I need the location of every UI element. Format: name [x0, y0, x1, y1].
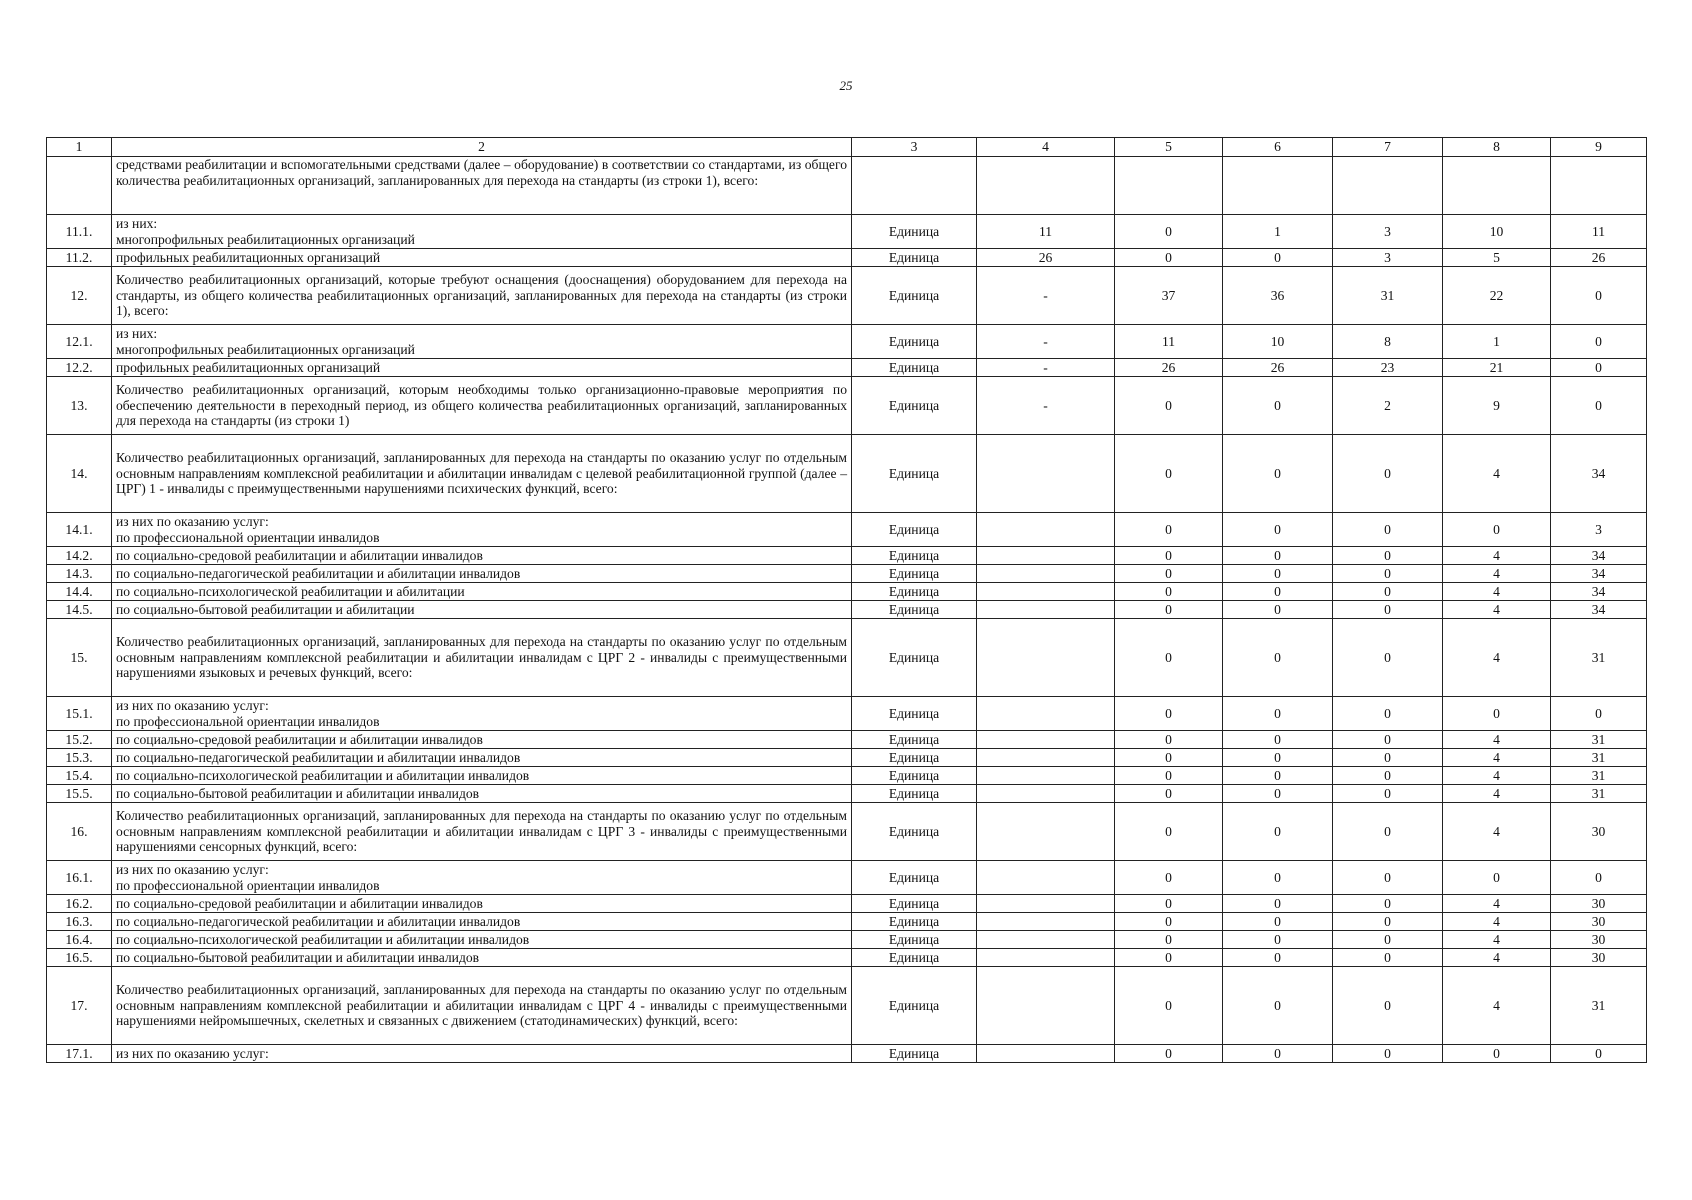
value-cell: [977, 731, 1115, 749]
table-row: [47, 697, 1647, 731]
row-number: 16.5.: [47, 949, 112, 967]
indicator-name: из них по оказанию услуг: по профессиональной ориентации инвалидов: [112, 513, 852, 547]
value-cell: 23: [1333, 359, 1443, 377]
row-number: 16.2.: [47, 895, 112, 913]
value-cell: 0: [1115, 785, 1223, 803]
value-cell: 0: [1443, 1045, 1551, 1063]
value-cell: 4: [1443, 931, 1551, 949]
value-cell: 0: [1223, 619, 1333, 697]
indicator-name: по социально-педагогической реабилитации и абилитации инвалидов: [112, 749, 852, 767]
row-number: 14.2.: [47, 547, 112, 565]
row-number: 15.: [47, 619, 112, 697]
indicator-name: по социально-педагогической реабилитации и абилитации инвалидов: [112, 913, 852, 931]
unit-of-measure: Единица: [852, 513, 977, 547]
value-cell: 0: [1223, 731, 1333, 749]
value-cell: 0: [1551, 359, 1647, 377]
unit-of-measure: Единица: [852, 435, 977, 513]
value-cell: 0: [1551, 377, 1647, 435]
unit-of-measure: Единица: [852, 1045, 977, 1063]
value-cell: 0: [1115, 967, 1223, 1045]
value-cell: 0: [1115, 803, 1223, 861]
value-cell: 10: [1223, 325, 1333, 359]
indicator-name: по социально-бытовой реабилитации и абилитации инвалидов: [112, 949, 852, 967]
value-cell: 4: [1443, 583, 1551, 601]
value-cell: [977, 861, 1115, 895]
value-cell: 4: [1443, 749, 1551, 767]
value-cell: 4: [1443, 601, 1551, 619]
unit-of-measure: Единица: [852, 895, 977, 913]
column-number-header: [47, 138, 1647, 157]
value-cell: 4: [1443, 913, 1551, 931]
indicator-name: по социально-средовой реабилитации и абилитации инвалидов: [112, 547, 852, 565]
value-cell: 31: [1551, 767, 1647, 785]
unit-of-measure: Единица: [852, 547, 977, 565]
value-cell: 0: [1551, 1045, 1647, 1063]
value-cell: 4: [1443, 619, 1551, 697]
row-number: 16.4.: [47, 931, 112, 949]
value-cell: 0: [1223, 697, 1333, 731]
indicator-name: Количество реабилитационных организаций, запланированных для перехода на стандарты по оказанию услуг по отдельным основным направлениям комплексной реабилитации и абилитации инвалидам с ЦРГ 4 - инвалиды с преимущественными нарушениями нейромышечных, скелетных и связанных с движением (статодинамических) функций, всего:: [112, 967, 852, 1045]
indicator-name: по социально-средовой реабилитации и абилитации инвалидов: [112, 731, 852, 749]
unit-of-measure: Единица: [852, 215, 977, 249]
value-cell: 0: [1115, 547, 1223, 565]
row-number: 14.4.: [47, 583, 112, 601]
indicator-name: из них: многопрофильных реабилитационных организаций: [112, 215, 852, 249]
table-row: [47, 785, 1647, 803]
table-row: [47, 803, 1647, 861]
value-cell: [977, 967, 1115, 1045]
value-cell: [977, 767, 1115, 785]
unit-of-measure: Единица: [852, 619, 977, 697]
value-cell: [1115, 157, 1223, 215]
value-cell: -: [977, 359, 1115, 377]
value-cell: 0: [1115, 583, 1223, 601]
value-cell: [1443, 157, 1551, 215]
unit-of-measure: Единица: [852, 861, 977, 895]
table-row: [47, 435, 1647, 513]
unit-of-measure: Единица: [852, 697, 977, 731]
value-cell: 0: [1333, 861, 1443, 895]
value-cell: 30: [1551, 949, 1647, 967]
row-number: 15.5.: [47, 785, 112, 803]
value-cell: 31: [1551, 749, 1647, 767]
header-cell: 4: [977, 138, 1115, 157]
value-cell: [977, 583, 1115, 601]
row-number: 13.: [47, 377, 112, 435]
unit-of-measure: Единица: [852, 325, 977, 359]
indicator-name: Количество реабилитационных организаций, запланированных для перехода на стандарты по оказанию услуг по отдельным основным направлениям комплексной реабилитации и абилитации инвалидам с целевой реабилитационной группой (далее – ЦРГ) 1 - инвалиды с преимущественными нарушениями психических функций, всего:: [112, 435, 852, 513]
row-number: 15.3.: [47, 749, 112, 767]
header-cell: 1: [47, 138, 112, 157]
value-cell: 0: [1333, 1045, 1443, 1063]
table-row: [47, 377, 1647, 435]
value-cell: 3: [1333, 215, 1443, 249]
value-cell: [977, 803, 1115, 861]
value-cell: -: [977, 267, 1115, 325]
table-row: [47, 913, 1647, 931]
value-cell: 0: [1551, 697, 1647, 731]
value-cell: 0: [1333, 565, 1443, 583]
header-cell: 9: [1551, 138, 1647, 157]
value-cell: [977, 949, 1115, 967]
value-cell: 31: [1551, 785, 1647, 803]
header-cell: 2: [112, 138, 852, 157]
value-cell: 0: [1333, 785, 1443, 803]
unit-of-measure: Единица: [852, 931, 977, 949]
row-number: 15.1.: [47, 697, 112, 731]
value-cell: 0: [1115, 767, 1223, 785]
unit-of-measure: Единица: [852, 601, 977, 619]
table-row: [47, 749, 1647, 767]
value-cell: 0: [1333, 583, 1443, 601]
unit-of-measure: Единица: [852, 967, 977, 1045]
table-row: [47, 731, 1647, 749]
value-cell: 0: [1333, 803, 1443, 861]
value-cell: 0: [1333, 601, 1443, 619]
value-cell: 0: [1115, 215, 1223, 249]
value-cell: [1551, 157, 1647, 215]
value-cell: 34: [1551, 435, 1647, 513]
table-row: [47, 619, 1647, 697]
value-cell: 0: [1115, 913, 1223, 931]
value-cell: -: [977, 377, 1115, 435]
value-cell: 4: [1443, 565, 1551, 583]
value-cell: [977, 513, 1115, 547]
value-cell: 37: [1115, 267, 1223, 325]
value-cell: [977, 749, 1115, 767]
row-number: 12.: [47, 267, 112, 325]
value-cell: 4: [1443, 895, 1551, 913]
unit-of-measure: Единица: [852, 267, 977, 325]
value-cell: 0: [1223, 895, 1333, 913]
indicator-name: из них: многопрофильных реабилитационных организаций: [112, 325, 852, 359]
value-cell: 31: [1551, 731, 1647, 749]
value-cell: 3: [1551, 513, 1647, 547]
value-cell: -: [977, 325, 1115, 359]
value-cell: 0: [1223, 1045, 1333, 1063]
value-cell: 10: [1443, 215, 1551, 249]
unit-of-measure: Единица: [852, 731, 977, 749]
indicator-table: [46, 137, 1647, 1063]
value-cell: 31: [1333, 267, 1443, 325]
value-cell: 0: [1115, 697, 1223, 731]
value-cell: [977, 1045, 1115, 1063]
value-cell: 30: [1551, 931, 1647, 949]
page-number: 25: [839, 78, 853, 93]
value-cell: 0: [1333, 513, 1443, 547]
value-cell: 0: [1223, 767, 1333, 785]
value-cell: 34: [1551, 583, 1647, 601]
value-cell: 0: [1115, 861, 1223, 895]
table-row: [47, 931, 1647, 949]
value-cell: 30: [1551, 913, 1647, 931]
value-cell: 0: [1223, 785, 1333, 803]
header-cell: 6: [1223, 138, 1333, 157]
table-row: [47, 249, 1647, 267]
table-row: [47, 767, 1647, 785]
indicator-name: по социально-бытовой реабилитации и абилитации инвалидов: [112, 785, 852, 803]
table-row: [47, 1045, 1647, 1063]
value-cell: 0: [1551, 325, 1647, 359]
value-cell: 31: [1551, 967, 1647, 1045]
table-row: [47, 325, 1647, 359]
value-cell: 36: [1223, 267, 1333, 325]
indicator-name: профильных реабилитационных организаций: [112, 249, 852, 267]
value-cell: 4: [1443, 785, 1551, 803]
value-cell: 2: [1333, 377, 1443, 435]
value-cell: 0: [1333, 931, 1443, 949]
value-cell: 0: [1551, 267, 1647, 325]
row-number: 14.: [47, 435, 112, 513]
value-cell: 31: [1551, 619, 1647, 697]
value-cell: [977, 913, 1115, 931]
table-row: [47, 861, 1647, 895]
row-number: 12.2.: [47, 359, 112, 377]
value-cell: 4: [1443, 547, 1551, 565]
value-cell: 3: [1333, 249, 1443, 267]
value-cell: 0: [1115, 377, 1223, 435]
indicator-name: Количество реабилитационных организаций, которые требуют оснащения (дооснащения) оборудованием для перехода на стандарты, из общего количества реабилитационных организаций, запланированных для перехода на стандарты (из строки 1), всего:: [112, 267, 852, 325]
value-cell: 0: [1333, 435, 1443, 513]
indicator-name: из них по оказанию услуг: по профессиональной ориентации инвалидов: [112, 697, 852, 731]
indicator-name: по социально-психологической реабилитации и абилитации инвалидов: [112, 767, 852, 785]
value-cell: 26: [977, 249, 1115, 267]
indicator-name: средствами реабилитации и вспомогательными средствами (далее – оборудование) в соответствии со стандартами, из общего количества реабилитационных организаций, запланированных для перехода на стандарты (из строки 1), всего:: [112, 157, 852, 215]
table-row: [47, 157, 1647, 215]
table-row: [47, 513, 1647, 547]
row-number: 17.: [47, 967, 112, 1045]
indicator-name: профильных реабилитационных организаций: [112, 359, 852, 377]
indicator-name: по социально-психологической реабилитации и абилитации инвалидов: [112, 931, 852, 949]
value-cell: 0: [1551, 861, 1647, 895]
value-cell: 30: [1551, 895, 1647, 913]
value-cell: 8: [1333, 325, 1443, 359]
unit-of-measure: Единица: [852, 913, 977, 931]
row-number: 17.1.: [47, 1045, 112, 1063]
unit-of-measure: Единица: [852, 749, 977, 767]
indicator-name: по социально-бытовой реабилитации и абилитации: [112, 601, 852, 619]
value-cell: 0: [1223, 967, 1333, 1045]
value-cell: 0: [1115, 513, 1223, 547]
value-cell: 4: [1443, 949, 1551, 967]
unit-of-measure: Единица: [852, 949, 977, 967]
value-cell: 26: [1115, 359, 1223, 377]
value-cell: [977, 547, 1115, 565]
row-number: 11.2.: [47, 249, 112, 267]
table-row: [47, 547, 1647, 565]
row-number: 16.3.: [47, 913, 112, 931]
table-row: [47, 895, 1647, 913]
value-cell: 0: [1333, 547, 1443, 565]
row-number: 16.1.: [47, 861, 112, 895]
row-number: 14.3.: [47, 565, 112, 583]
value-cell: 11: [1551, 215, 1647, 249]
value-cell: 1: [1443, 325, 1551, 359]
value-cell: 0: [1223, 949, 1333, 967]
value-cell: 0: [1333, 619, 1443, 697]
row-number: 15.2.: [47, 731, 112, 749]
value-cell: 22: [1443, 267, 1551, 325]
unit-of-measure: Единица: [852, 803, 977, 861]
indicator-name: по социально-педагогической реабилитации и абилитации инвалидов: [112, 565, 852, 583]
value-cell: 11: [977, 215, 1115, 249]
value-cell: 4: [1443, 967, 1551, 1045]
table-row: [47, 949, 1647, 967]
indicator-name: Количество реабилитационных организаций, запланированных для перехода на стандарты по оказанию услуг по отдельным основным направлениям комплексной реабилитации и абилитации инвалидам с ЦРГ 3 - инвалиды с преимущественными нарушениями сенсорных функций, всего:: [112, 803, 852, 861]
table-row: [47, 565, 1647, 583]
header-cell: 7: [1333, 138, 1443, 157]
value-cell: 0: [1223, 547, 1333, 565]
value-cell: [977, 565, 1115, 583]
value-cell: 0: [1115, 249, 1223, 267]
value-cell: 0: [1223, 435, 1333, 513]
value-cell: 0: [1223, 583, 1333, 601]
value-cell: 0: [1223, 377, 1333, 435]
value-cell: 0: [1223, 249, 1333, 267]
indicator-name: по социально-средовой реабилитации и абилитации инвалидов: [112, 895, 852, 913]
header-cell: 5: [1115, 138, 1223, 157]
value-cell: 11: [1115, 325, 1223, 359]
value-cell: 0: [1333, 731, 1443, 749]
table-row: [47, 601, 1647, 619]
row-number: [47, 157, 112, 215]
unit-of-measure: Единица: [852, 785, 977, 803]
value-cell: [977, 157, 1115, 215]
value-cell: 0: [1223, 601, 1333, 619]
value-cell: 0: [1333, 913, 1443, 931]
value-cell: 0: [1223, 749, 1333, 767]
value-cell: 4: [1443, 803, 1551, 861]
value-cell: 0: [1333, 697, 1443, 731]
value-cell: 0: [1115, 601, 1223, 619]
value-cell: 0: [1333, 895, 1443, 913]
value-cell: 0: [1443, 861, 1551, 895]
value-cell: 0: [1115, 895, 1223, 913]
value-cell: 34: [1551, 547, 1647, 565]
value-cell: 5: [1443, 249, 1551, 267]
value-cell: 0: [1223, 913, 1333, 931]
value-cell: 0: [1115, 435, 1223, 513]
indicator-name: из них по оказанию услуг: по профессиональной ориентации инвалидов: [112, 861, 852, 895]
value-cell: 0: [1115, 619, 1223, 697]
value-cell: 9: [1443, 377, 1551, 435]
row-number: 16.: [47, 803, 112, 861]
table-row: [47, 267, 1647, 325]
value-cell: 34: [1551, 601, 1647, 619]
value-cell: 26: [1551, 249, 1647, 267]
value-cell: 0: [1115, 1045, 1223, 1063]
unit-of-measure: [852, 157, 977, 215]
header-cell: 8: [1443, 138, 1551, 157]
table-body: [47, 157, 1647, 1063]
value-cell: 0: [1115, 949, 1223, 967]
value-cell: [977, 601, 1115, 619]
value-cell: [977, 619, 1115, 697]
table-row: [47, 583, 1647, 601]
row-number: 14.5.: [47, 601, 112, 619]
value-cell: 1: [1223, 215, 1333, 249]
value-cell: 0: [1115, 731, 1223, 749]
row-number: 11.1.: [47, 215, 112, 249]
value-cell: [977, 785, 1115, 803]
unit-of-measure: Единица: [852, 359, 977, 377]
value-cell: 0: [1333, 949, 1443, 967]
value-cell: 26: [1223, 359, 1333, 377]
header-cell: 3: [852, 138, 977, 157]
value-cell: 0: [1223, 513, 1333, 547]
unit-of-measure: Единица: [852, 377, 977, 435]
unit-of-measure: Единица: [852, 767, 977, 785]
value-cell: 0: [1223, 565, 1333, 583]
row-number: 15.4.: [47, 767, 112, 785]
indicator-name: Количество реабилитационных организаций, которым необходимы только организационно-правовые мероприятия по обеспечению деятельности в переходный период, из общего количества реабилитационных организаций, запланированных для перехода на стандарты (из строки 1): [112, 377, 852, 435]
value-cell: 21: [1443, 359, 1551, 377]
value-cell: [977, 435, 1115, 513]
value-cell: 0: [1333, 967, 1443, 1045]
value-cell: 0: [1223, 803, 1333, 861]
unit-of-measure: Единица: [852, 583, 977, 601]
row-number: 14.1.: [47, 513, 112, 547]
value-cell: 4: [1443, 435, 1551, 513]
indicator-name: Количество реабилитационных организаций, запланированных для перехода на стандарты по оказанию услуг по отдельным основным направлениям комплексной реабилитации и абилитации инвалидам с ЦРГ 2 - инвалиды с преимущественными нарушениями языковых и речевых функций, всего:: [112, 619, 852, 697]
value-cell: [1333, 157, 1443, 215]
indicator-name: по социально-психологической реабилитации и абилитации: [112, 583, 852, 601]
value-cell: 0: [1115, 931, 1223, 949]
value-cell: [977, 697, 1115, 731]
value-cell: [977, 895, 1115, 913]
value-cell: 0: [1115, 565, 1223, 583]
value-cell: [1223, 157, 1333, 215]
value-cell: 0: [1115, 749, 1223, 767]
value-cell: 0: [1333, 749, 1443, 767]
unit-of-measure: Единица: [852, 249, 977, 267]
indicator-name: из них по оказанию услуг:: [112, 1045, 852, 1063]
value-cell: 30: [1551, 803, 1647, 861]
value-cell: 0: [1443, 513, 1551, 547]
row-number: 12.1.: [47, 325, 112, 359]
value-cell: 0: [1333, 767, 1443, 785]
value-cell: 0: [1443, 697, 1551, 731]
value-cell: 4: [1443, 731, 1551, 749]
value-cell: 0: [1223, 861, 1333, 895]
value-cell: 0: [1223, 931, 1333, 949]
value-cell: [977, 931, 1115, 949]
value-cell: 4: [1443, 767, 1551, 785]
table-row: [47, 359, 1647, 377]
table-row: [47, 967, 1647, 1045]
unit-of-measure: Единица: [852, 565, 977, 583]
table-row: [47, 215, 1647, 249]
value-cell: 34: [1551, 565, 1647, 583]
